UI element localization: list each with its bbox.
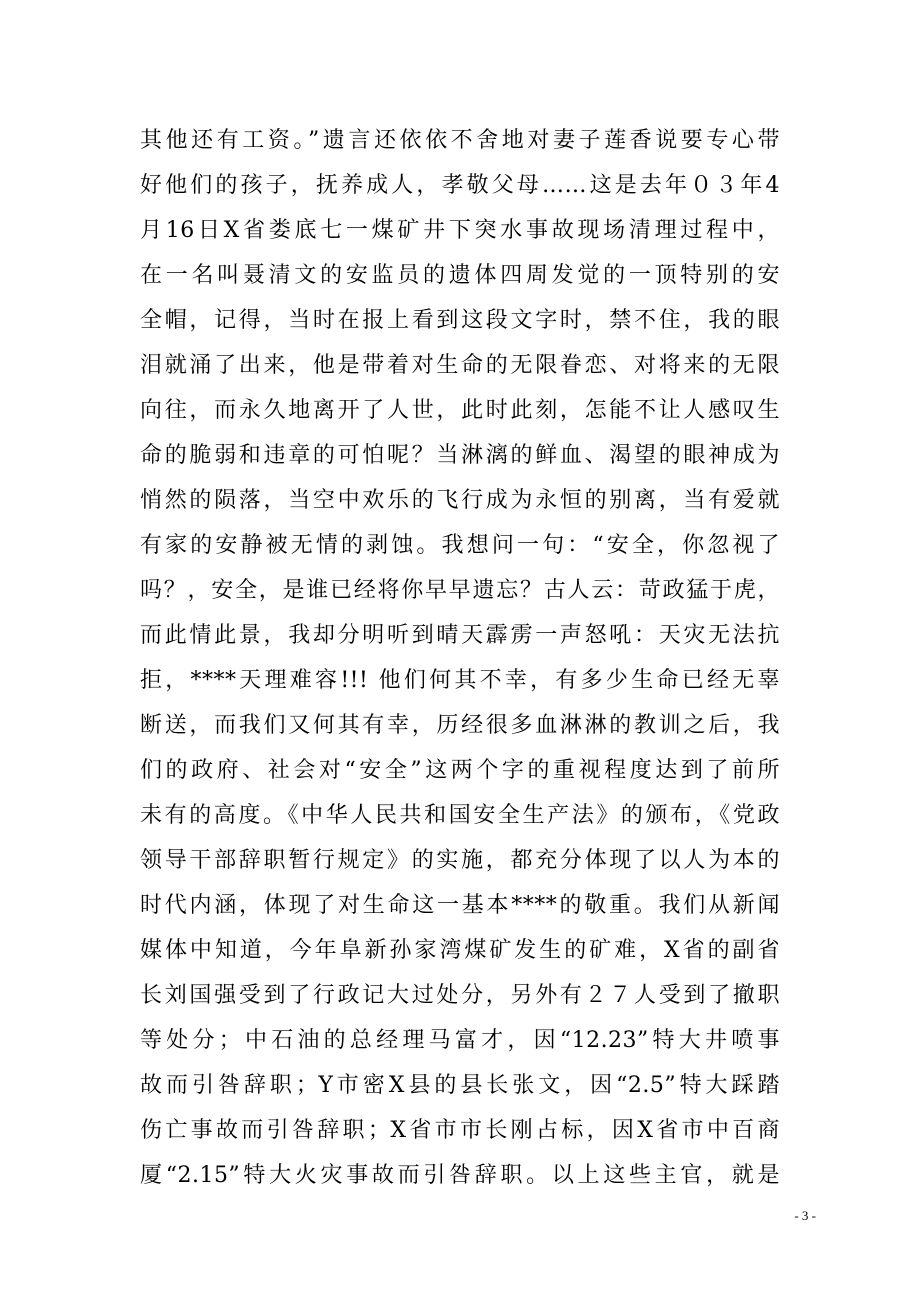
text-line: 故而引咎辞职；Y市密X县的县长张文，因“2.5”特大踩踏	[140, 1073, 780, 1098]
text-line: 伤亡事故而引咎辞职；X省市市长刚占标，因X省市中百商	[140, 1118, 780, 1143]
text-line: 悄然的陨落，当空中欢乐的飞行成为永恒的别离，当有爱就	[140, 488, 780, 513]
text-line: 等处分；中石油的总经理马富才，因“12.23”特大井喷事	[140, 1028, 780, 1053]
text-line: 好他们的孩子，抚养成人，孝敬父母……这是去年０３年4	[140, 173, 780, 198]
page-number: - 3 -	[794, 1208, 816, 1223]
text-line: 断送，而我们又何其有幸，历经很多血淋淋的教训之后，我	[140, 713, 780, 738]
text-line: 命的脆弱和违章的可怕呢？当淋漓的鲜血、渴望的眼神成为	[140, 443, 780, 468]
text-line: 厦“2.15”特大火灾事故而引咎辞职。以上这些主官，就是	[140, 1163, 780, 1188]
text-line: 媒体中知道，今年阜新孙家湾煤矿发生的矿难，X省的副省	[140, 938, 780, 963]
text-line: 向往，而永久地离开了人世，此时此刻，怎能不让人感叹生	[140, 398, 780, 423]
text-line: 未有的高度。《中华人民共和国安全生产法》的颁布，《党政	[140, 803, 780, 828]
text-line: 吗？，安全，是谁已经将你早早遗忘？古人云：苛政猛于虎，	[140, 578, 780, 603]
text-line: 时代内涵，体现了对生命这一基本****的敬重。我们从新闻	[140, 893, 780, 918]
text-line: 有家的安静被无情的剥蚀。我想问一句：“安全，你忽视了	[140, 533, 780, 558]
text-line: 其他还有工资。”遗言还依依不舍地对妻子莲香说要专心带	[140, 128, 780, 153]
text-line: 而此情此景，我却分明听到晴天霹雳一声怒吼：天灾无法抗	[140, 623, 780, 648]
text-line: 长刘国强受到了行政记大过处分，另外有２７人受到了撤职	[140, 983, 780, 1008]
text-line: 月16日X省娄底七一煤矿井下突水事故现场清理过程中，	[140, 218, 780, 243]
text-line: 领导干部辞职暂行规定》的实施，都充分体现了以人为本的	[140, 848, 780, 873]
text-line: 全帽，记得，当时在报上看到这段文字时，禁不住，我的眼	[140, 308, 780, 333]
body-paragraph	[140, 118, 780, 1198]
text-line: 在一名叫聂清文的安监员的遗体四周发觉的一顶特别的安	[140, 263, 780, 288]
text-line: 们的政府、社会对“安全”这两个字的重视程度达到了前所	[140, 758, 780, 783]
text-line: 拒，****天理难容!!! 他们何其不幸，有多少生命已经无辜	[140, 668, 780, 693]
text-line: 泪就涌了出来，他是带着对生命的无限眷恋、对将来的无限	[140, 353, 780, 378]
